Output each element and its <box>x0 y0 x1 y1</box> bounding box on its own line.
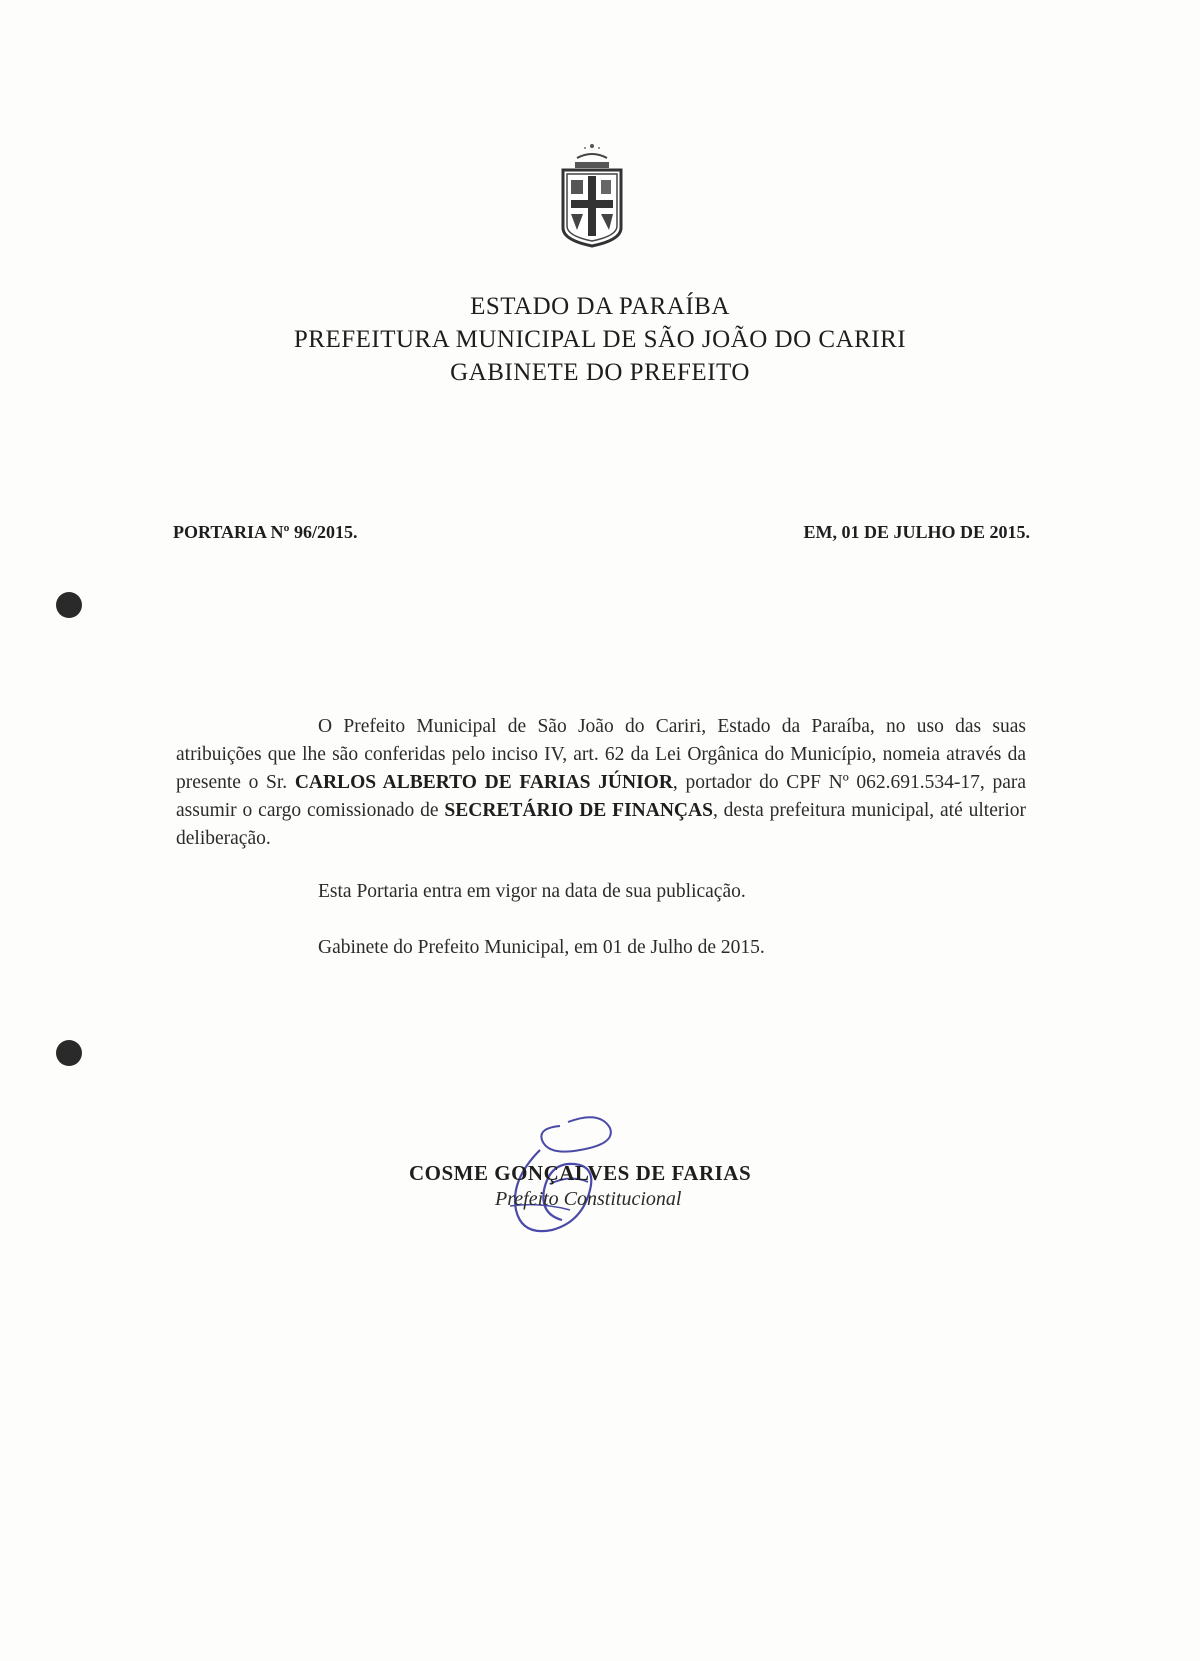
signer-title: Prefeito Constitucional <box>495 1188 682 1210</box>
body-text-part2: , portador do CPF Nº 062.691.534-17, para assumir o cargo comissionado de <box>176 772 1027 821</box>
signer-name: COSME GONÇALVES DE FARIAS <box>409 1161 752 1185</box>
body-text-part3: , desta prefeitura municipal, até ulterior deliberação. <box>176 800 1027 849</box>
body-paragraph-office-date: Gabinete do Prefeito Municipal, em 01 de Julho de 2015. <box>318 937 765 958</box>
appointed-role: SECRETÁRIO DE FINANÇAS <box>444 800 713 821</box>
appointee-name: CARLOS ALBERTO DE FARIAS JÚNIOR <box>294 772 673 793</box>
punch-hole <box>56 1040 82 1066</box>
body-text-part1: O Prefeito Municipal de São João do Cariri, Estado da Paraíba, no uso das suas atribuições que lhe são conferidas pelo inciso IV, art. 62 da Lei Orgânica do Município, nomeia através da presente o Sr. <box>176 716 1026 793</box>
municipal-coat-of-arms-icon <box>555 140 629 252</box>
heading-municipality: PREFEITURA MUNICIPAL DE SÃO JOÃO DO CARIRI <box>293 326 907 353</box>
heading-office: GABINETE DO PREFEITO <box>450 359 750 386</box>
portaria-number: PORTARIA Nº 96/2015. <box>173 522 358 542</box>
body-paragraph-effective: Esta Portaria entra em vigor na data de sua publicação. <box>318 881 746 902</box>
punch-hole <box>56 592 82 618</box>
portaria-date: EM, 01 DE JULHO DE 2015. <box>803 522 1030 542</box>
document-heading <box>0 290 1200 389</box>
body-paragraph-main <box>176 713 1026 853</box>
heading-state: ESTADO DA PARAÍBA <box>470 293 730 320</box>
